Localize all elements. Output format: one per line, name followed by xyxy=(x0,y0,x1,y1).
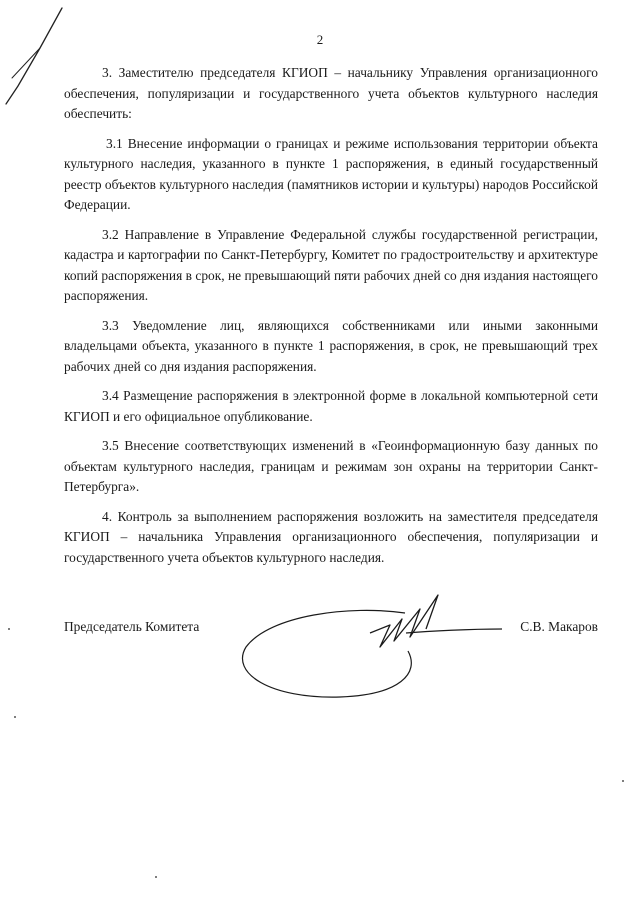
paragraph-item-3-5: 3.5 Внесение соответствующих изменений в «Геоинформационную базу данных по объектам культурного наследия, границам и режимам зон охраны на территории Санкт-Петербурга». xyxy=(64,438,598,494)
paragraph-item-3-3: 3.3 Уведомление лиц, являющихся собственниками или иными законными владельцами объекта, указанного в пункте 1 распоряжения, в срок, не превышающий трех рабочих дней со дня издания распоряжения. xyxy=(64,317,598,374)
signature-block xyxy=(64,619,598,639)
paragraph-item-3-1: 3.1 Внесение информации о границах и режиме использования территории объекта культурного наследия, указанного в пункте 1 распоряжения, в единый государственный реестр объектов культурного наследия (памятников истории и культуры) народов Российской Федерации. xyxy=(64,135,598,212)
document-body xyxy=(64,63,598,577)
paragraph-item-3-4: 3.4 Размещение распоряжения в электронной форме в локальной компьютерной сети КГИОП и его официальное опубликование. xyxy=(64,388,598,424)
scan-speck xyxy=(155,876,157,878)
paragraph-item-3-2: 3.2 Направление в Управление Федеральной службы государственной регистрации, кадастра и картографии по Санкт-Петербургу, Комитет по градостроительству и архитектуре копий распоряжения в срок, не превышающий пяти рабочих дней со дня издания настоящего распоряжения. xyxy=(64,226,598,303)
signatory-role: Председатель Комитета xyxy=(64,619,200,634)
scan-speck xyxy=(622,780,624,782)
signatory-name: С.В. Макаров xyxy=(520,619,598,634)
page-number: 2 xyxy=(316,32,324,47)
handwritten-signature xyxy=(230,585,520,715)
scan-speck xyxy=(8,628,10,630)
paragraph-item-3: 3. Заместителю председателя КГИОП – начальнику Управления организационного обеспечения, популяризации и государственного учета объектов культурного наследия обеспечить: xyxy=(64,65,598,121)
scan-speck xyxy=(14,716,16,718)
paragraph-item-4: 4. Контроль за выполнением распоряжения возложить на заместителя председателя КГИОП – начальника Управления организационного обеспечения, популяризации и государственного учета объектов культурного наследия. xyxy=(64,508,598,565)
